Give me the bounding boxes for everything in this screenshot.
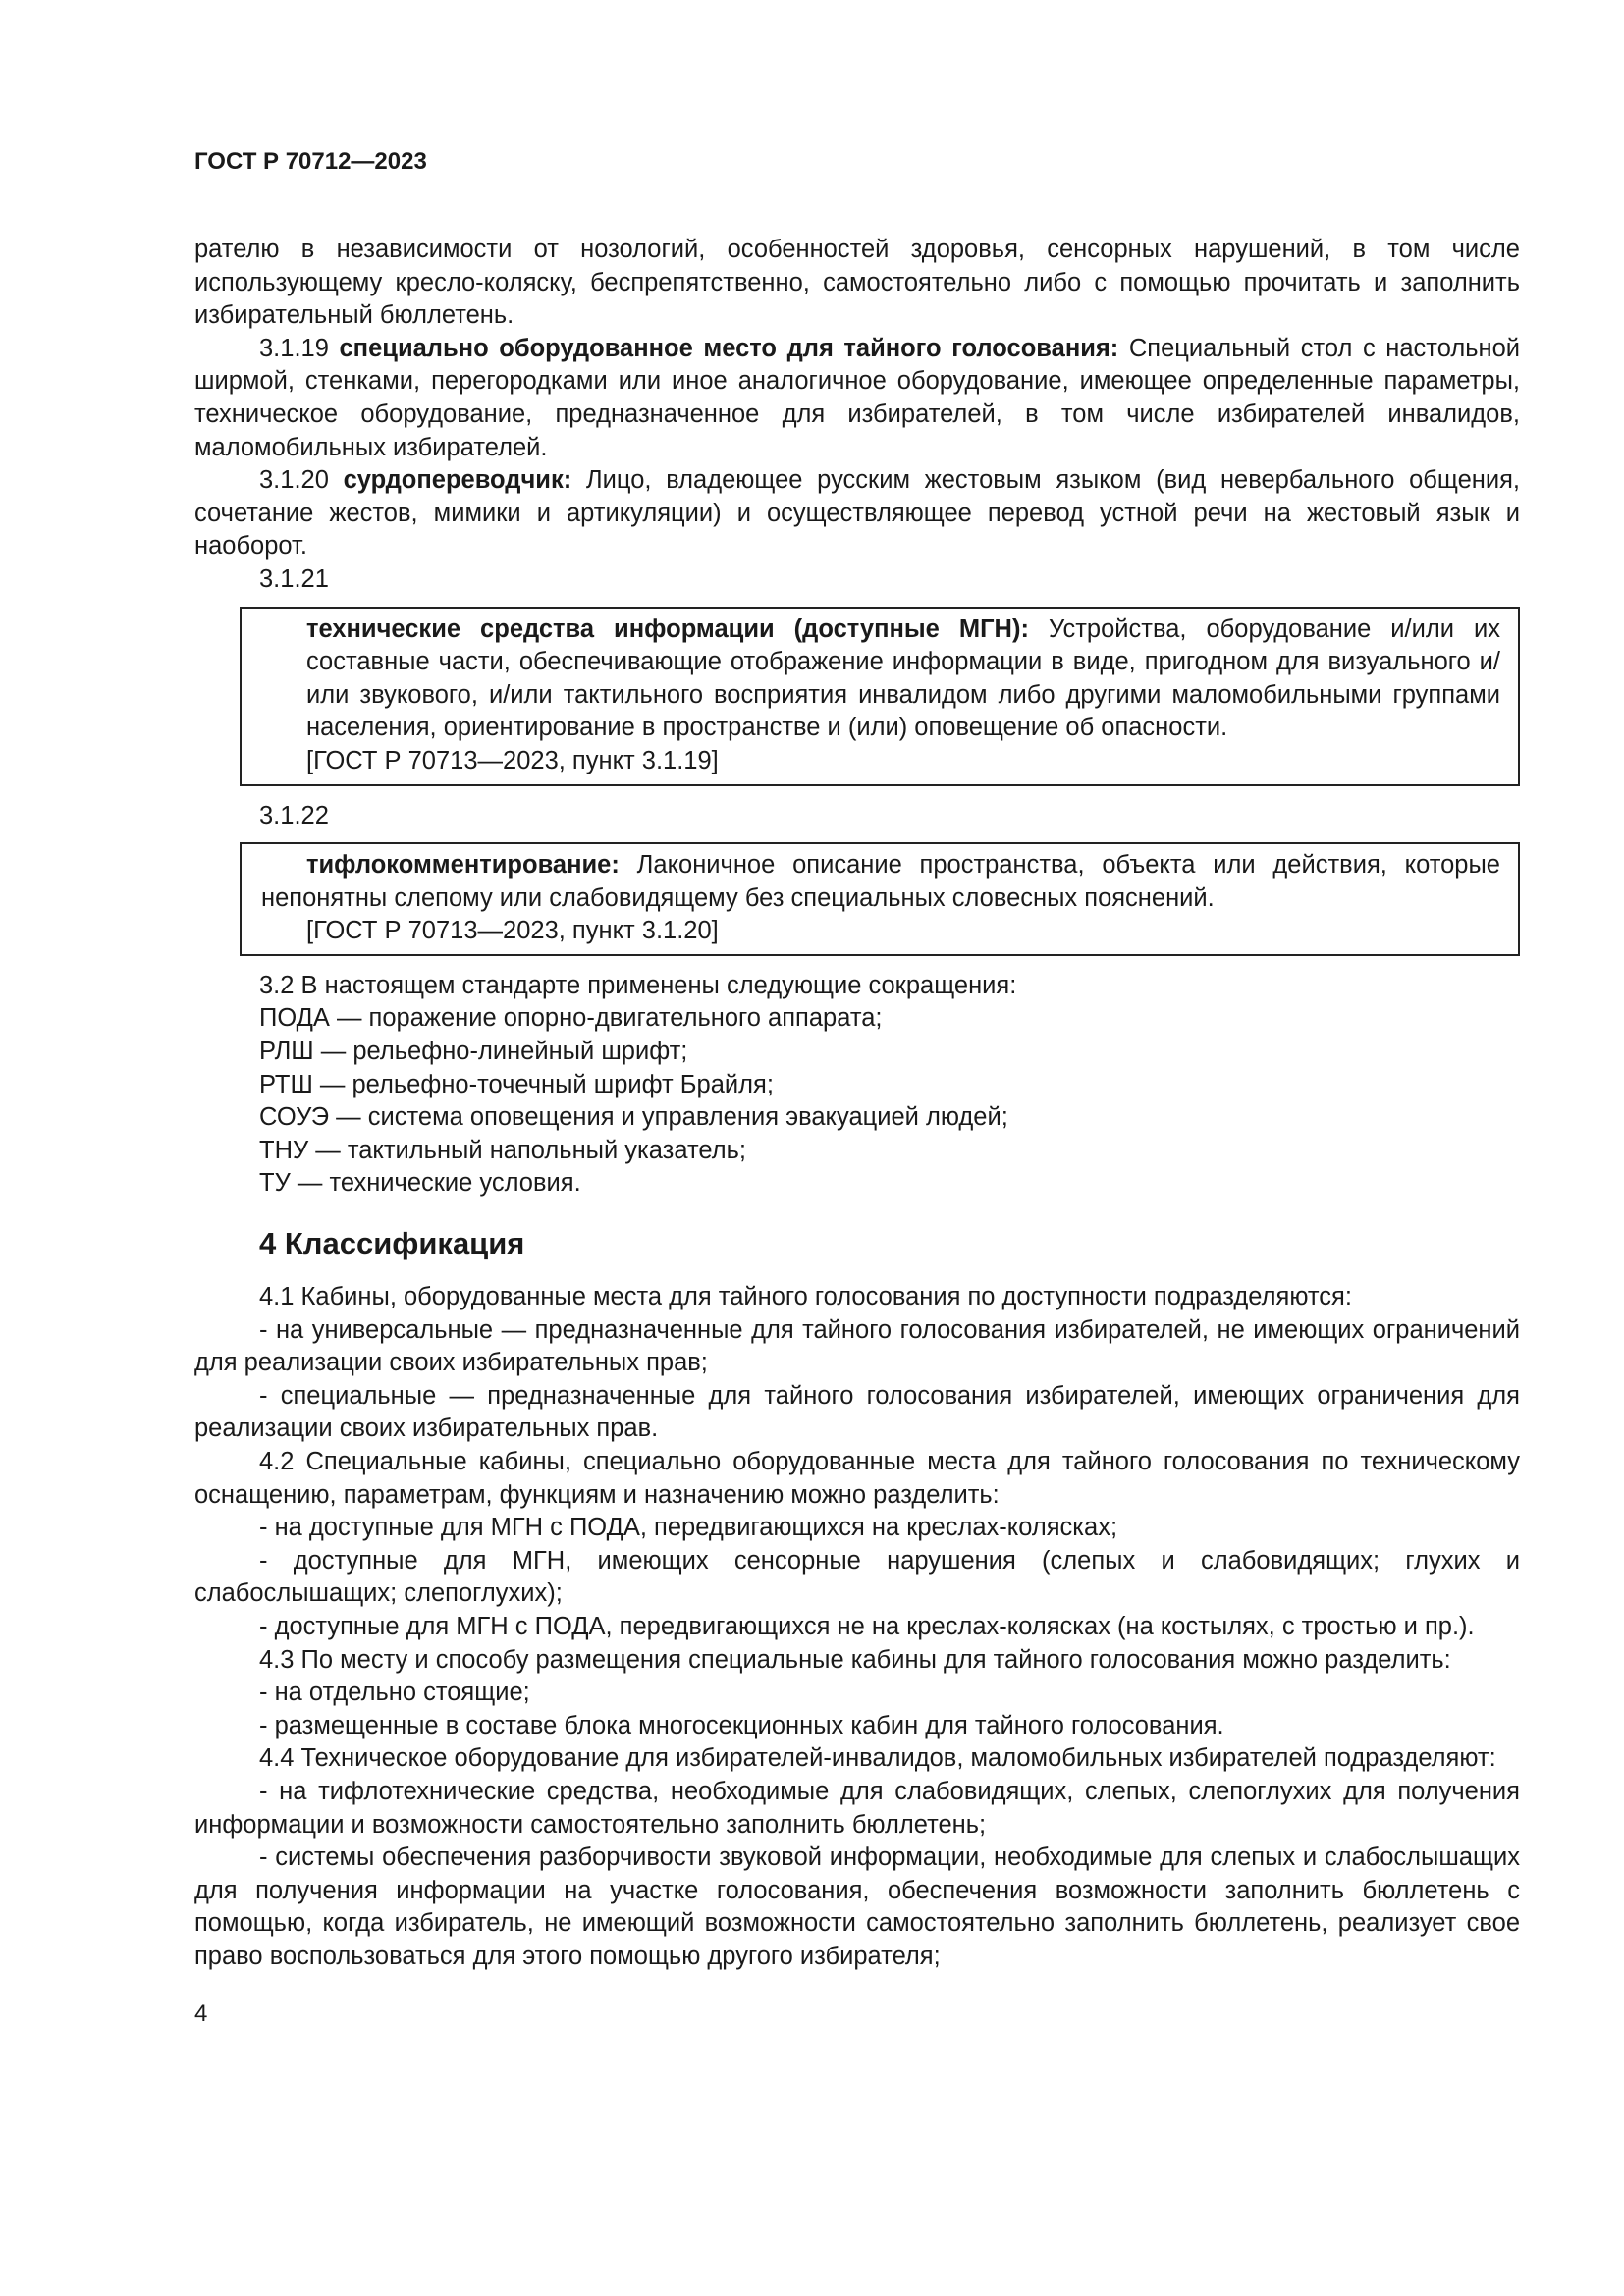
document-header: ГОСТ Р 70712—2023 [194, 148, 427, 175]
term-box-3-1-21 [240, 607, 1520, 786]
term-definition: Лицо, владеющее русским жестовым языком (вид невербального общения, сочетание жестов, мимики и артикуляции) и осуществляющее перевод устной речи на жестовый язык и наоборот. [194, 466, 1520, 561]
paragraph-continuation: рателю в независимости от нозологий, особенностей здоровья, сенсорных нарушений, в том числе использующему кресло-коляску, беспрепятственно, самостоятельно либо с помощью прочитать и заполнить избирательный бюллетень. [194, 236, 1520, 330]
section-heading: 4 Классификация [259, 1226, 525, 1261]
list-item: - доступные для МГН с ПОДА, передвигающихся не на креслах-колясках (на костылях, с тростью и пр.). [259, 1612, 1475, 1640]
term-number: 3.1.20 [259, 466, 329, 495]
term-3-1-22 [261, 849, 1500, 915]
list-item: - на тифлотехнические средства, необходимые для слабовидящих, слепых, слепоглухих для получения информации и возможности самостоятельно заполнить бюллетень; [194, 1777, 1520, 1839]
term-3-1-20 [194, 464, 1520, 563]
term-definition: Специальный стол с настольной ширмой, стенками, перегородками или иное аналогичное оборудование, имеющее определенные параметры, техническое оборудование, предназначенное для избирателей, в том числе избирателей инвалидов, маломобильных избирателей. [194, 334, 1520, 461]
term-title: специально оборудованное место для тайного голосования: [339, 334, 1119, 362]
term-definition: Устройства, оборудование и/или их составные части, обеспечивающие отображение информации в виде, пригодном для визуального и/или звукового, и/или тактильного восприятия инвалидом либо другими маломобильными группами населения, ориентирование в пространстве и (или) оповещение об опасности. [306, 614, 1500, 742]
clause-4-2: 4.2 Специальные кабины, специально оборудованные места для тайного голосования по техническому оснащению, параметрам, функциям и назначению можно разделить: [194, 1448, 1520, 1509]
list-item: - на отдельно стоящие; [259, 1679, 530, 1707]
term-definition: Лаконичное описание пространства, объекта или действия, которые непонятны слепому или слабовидящему без специальных словесных пояснений. [261, 851, 1500, 912]
document-page [194, 145, 1520, 2031]
term-source: [ГОСТ Р 70713—2023, пункт 3.1.20] [306, 917, 719, 945]
page-number: 4 [194, 2000, 208, 2027]
list-item: - на универсальные — предназначенные для тайного голосования избирателей, не имеющих ограничений для реализации своих избирательных прав; [194, 1315, 1520, 1377]
term-3-1-21 [261, 614, 1500, 745]
clause-4-1: 4.1 Кабины, оборудованные места для тайного голосования по доступности подразделяются: [259, 1283, 1352, 1311]
term-title: сурдопереводчик: [343, 466, 572, 495]
list-item: - размещенные в составе блока многосекционных кабин для тайного голосования. [259, 1711, 1224, 1739]
abbreviation-item: ПОДА — поражение опорно-двигательного аппарата; [259, 1004, 883, 1033]
list-item: - специальные — предназначенные для тайного голосования избирателей, имеющих ограничения для реализации своих избирательных прав. [194, 1381, 1520, 1443]
term-title: технические средства информации (доступные МГН): [306, 614, 1029, 643]
abbreviation-item: СОУЭ — система оповещения и управления эвакуацией людей; [259, 1103, 1008, 1132]
abbreviation-item: ТУ — технические условия. [259, 1169, 581, 1198]
abbreviation-item: РТШ — рельефно-точечный шрифт Брайля; [259, 1070, 774, 1098]
clause-4-4: 4.4 Техническое оборудование для избирателей-инвалидов, маломобильных избирателей подразделяют: [259, 1744, 1496, 1773]
clause-4-3: 4.3 По месту и способу размещения специальные кабины для тайного голосования можно разделить: [259, 1645, 1451, 1674]
abbreviations-intro: 3.2 В настоящем стандарте применены следующие сокращения: [259, 971, 1017, 999]
list-item: - системы обеспечения разборчивости звуковой информации, необходимые для слепых и слабослышащих для получения информации на участке голосования, обеспечения возможности заполнить бюллетень с помощью, когда избиратель, не имеющий возможности самостоятельно заполнить бюллетень, реализует свое право воспользоваться для этого помощью другого избирателя; [194, 1843, 1520, 1970]
abbreviation-item: ТНУ — тактильный напольный указатель; [259, 1136, 746, 1164]
term-number-3-1-22: 3.1.22 [259, 801, 329, 829]
term-box-3-1-22 [240, 842, 1520, 956]
list-item: - на доступные для МГН с ПОДА, передвигающихся на креслах-колясках; [259, 1514, 1118, 1542]
term-source: [ГОСТ Р 70713—2023, пункт 3.1.19] [306, 746, 719, 774]
term-3-1-19 [194, 333, 1520, 464]
abbreviation-item: РЛШ — рельефно-линейный шрифт; [259, 1038, 688, 1066]
term-number-3-1-21: 3.1.21 [259, 564, 329, 593]
term-title: тифлокомментирование: [306, 851, 620, 880]
list-item: - доступные для МГН, имеющих сенсорные нарушения (слепых и слабовидящих; глухих и слабослышащих; слепоглухих); [194, 1546, 1520, 1608]
term-number: 3.1.19 [259, 334, 329, 362]
